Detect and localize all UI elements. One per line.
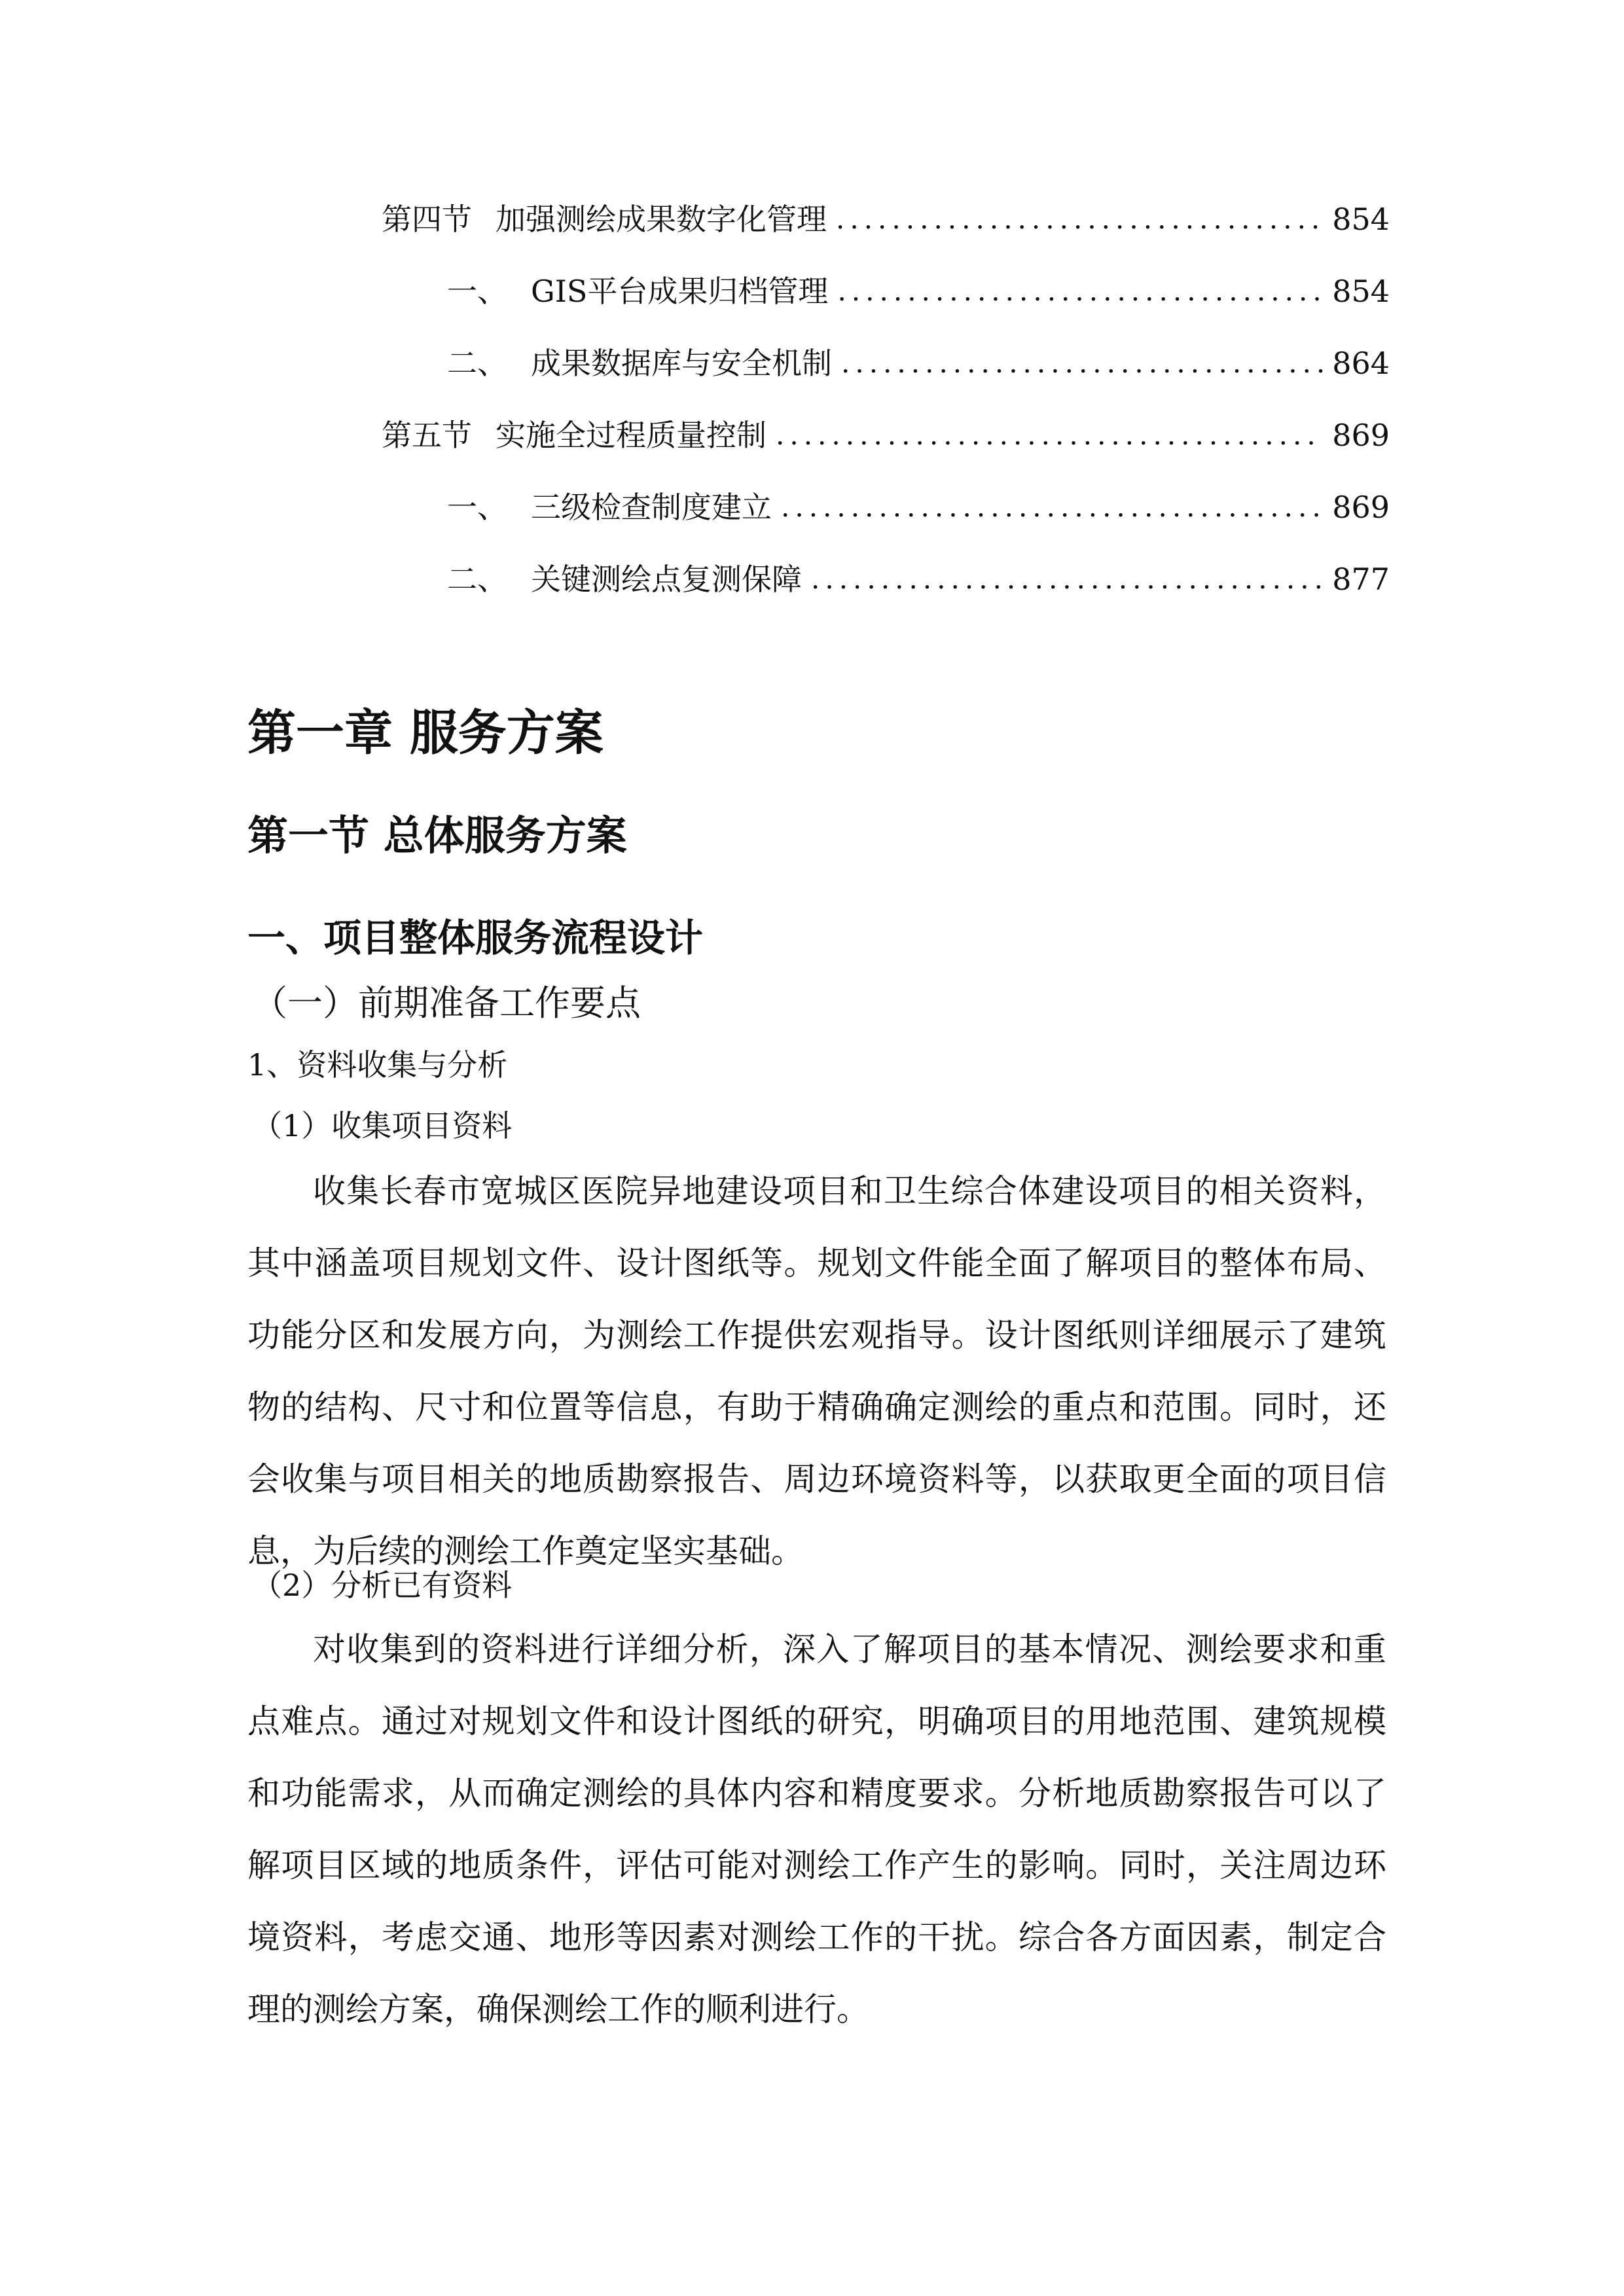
toc-entry[interactable]	[447, 556, 1390, 602]
subsection-title: （一）前期准备工作要点	[252, 982, 641, 1024]
section-title: 第一节 总体服务方案	[247, 812, 627, 859]
point-title: 1、资料收集与分析	[247, 1047, 508, 1083]
paragraph-analyze: 对收集到的资料进行详细分析，深入了解项目的基本情况、测绘要求和重点难点。通过对规划文件和设计图纸的研究，明确项目的用地范围、建筑规模和功能需求，从而确定测绘的具体内容和精度要求。分析地质勘察报告可以了解项目区域的地质条件，评估可能对测绘工作产生的影响。同时，关注周边环境资料，考虑交通、地形等因素对测绘工作的干扰。综合各方面因素，制定合理的测绘方案，确保测绘工作的顺利进行。	[247, 1630, 1386, 2028]
toc-entry-page: 854	[1332, 274, 1390, 309]
toc-leader-dots	[781, 484, 1323, 530]
toc-entry-number: 第五节	[382, 418, 472, 453]
toc-entry-page: 877	[1332, 562, 1390, 597]
toc-entry-number: 一、	[447, 274, 507, 309]
chapter-title: 第一章 服务方案	[247, 705, 604, 761]
subpoint-title-collect: （1）收集项目资料	[252, 1108, 513, 1143]
toc-entry-title: GIS平台成果归档管理	[531, 274, 829, 309]
toc-leader-dots	[811, 556, 1323, 602]
toc-entry-number: 二、	[447, 346, 507, 381]
toc-entry-page: 854	[1332, 202, 1390, 237]
toc-leader-dots	[776, 412, 1323, 458]
toc-entry-number: 第四节	[382, 202, 472, 237]
toc-entry[interactable]	[447, 268, 1390, 314]
toc-entry[interactable]	[447, 484, 1390, 530]
toc-entry[interactable]	[382, 196, 1390, 242]
paragraph-collect: 收集长春市宽城区医院异地建设项目和卫生综合体建设项目的相关资料，其中涵盖项目规划文件、设计图纸等。规划文件能全面了解项目的整体布局、功能分区和发展方向，为测绘工作提供宏观指导。设计图纸则详细展示了建筑物的结构、尺寸和位置等信息，有助于精确确定测绘的重点和范围。同时，还会收集与项目相关的地质勘察报告、周边环境资料等，以获取更全面的项目信息，为后续的测绘工作奠定坚实基础。	[247, 1172, 1386, 1570]
toc-leader-dots	[837, 268, 1323, 314]
toc-leader-dots	[836, 196, 1323, 242]
toc-leader-dots	[841, 340, 1323, 386]
toc-entry[interactable]	[382, 412, 1390, 458]
toc-entry-page: 869	[1332, 418, 1390, 453]
toc-entry-number: 二、	[447, 562, 507, 597]
toc-entry-title: 关键测绘点复测保障	[531, 562, 802, 597]
toc-entry-page: 864	[1332, 346, 1390, 381]
toc-entry-title: 三级检查制度建立	[531, 490, 772, 525]
item-title: 一、项目整体服务流程设计	[247, 916, 704, 960]
toc-entry-number: 一、	[447, 490, 507, 525]
subpoint-title-analyze: （2）分析已有资料	[252, 1568, 513, 1603]
toc-entry-title: 加强测绘成果数字化管理	[496, 202, 827, 237]
toc-entry[interactable]	[447, 340, 1390, 386]
toc-entry-page: 869	[1332, 490, 1390, 525]
toc-entry-title: 实施全过程质量控制	[496, 418, 767, 453]
toc-entry-title: 成果数据库与安全机制	[531, 346, 832, 381]
